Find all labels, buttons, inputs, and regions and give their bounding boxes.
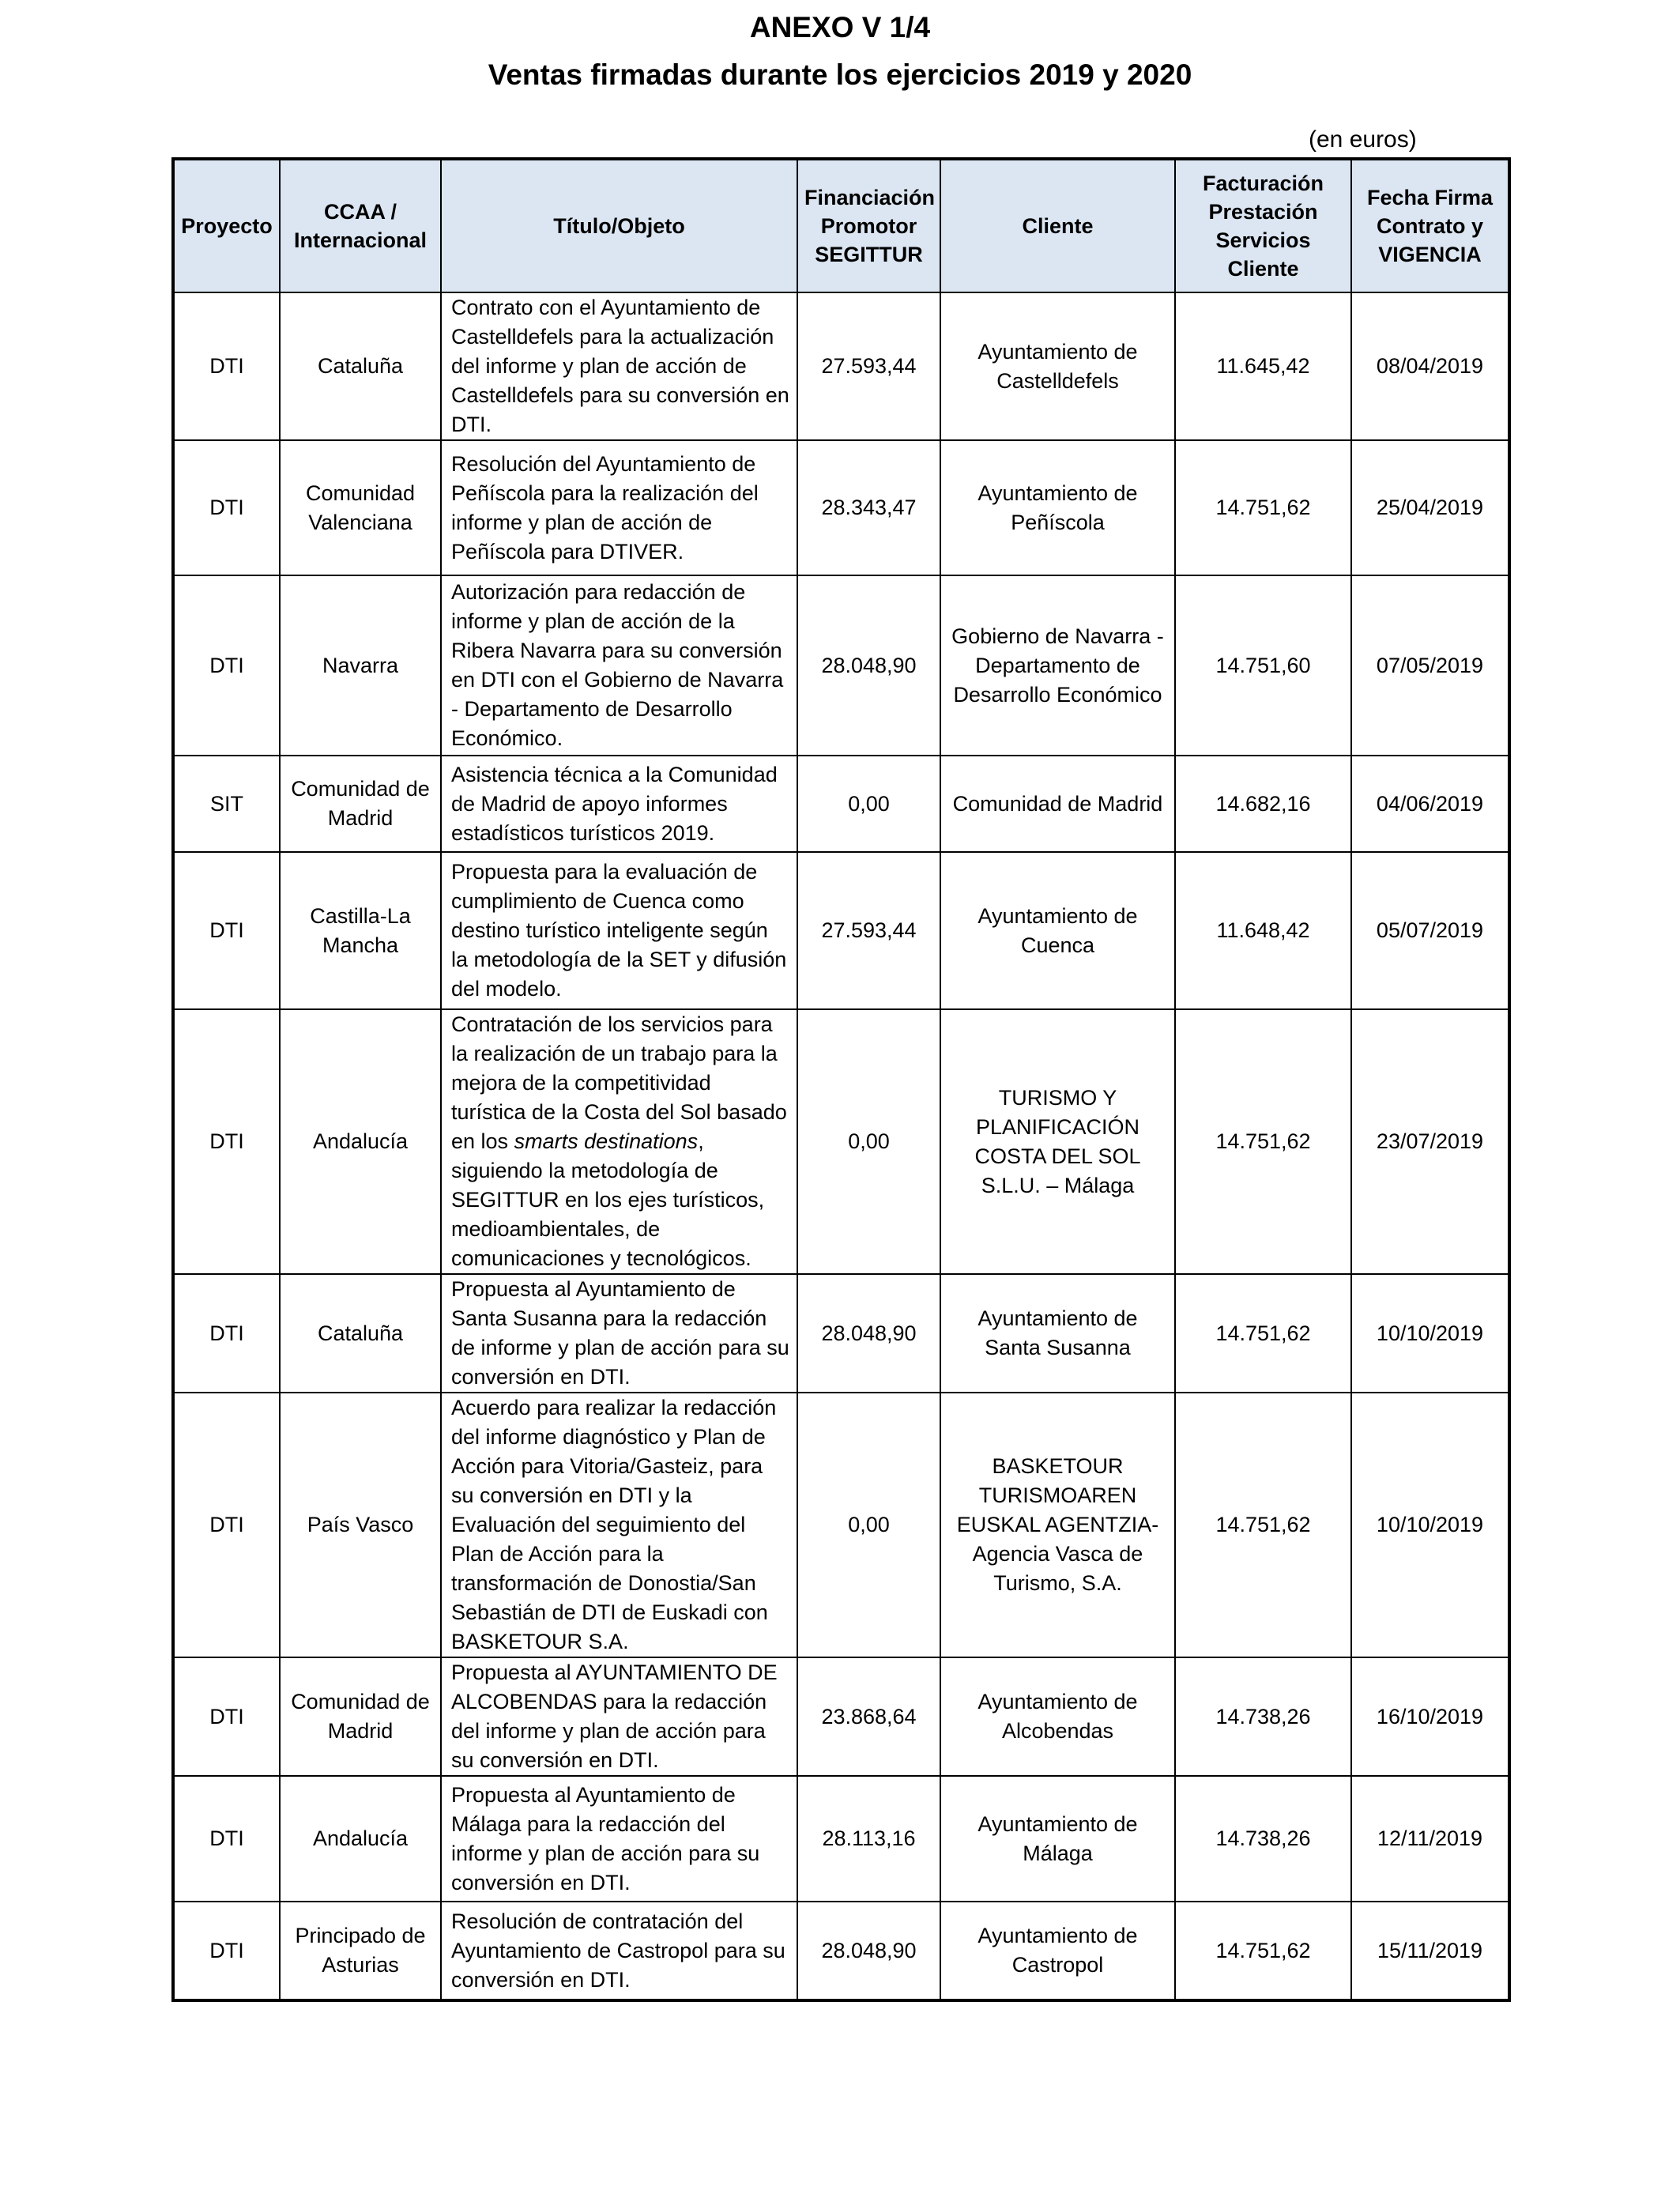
cell-fecha: 16/10/2019 — [1351, 1657, 1509, 1776]
cell-facturacion: 14.738,26 — [1175, 1657, 1351, 1776]
table-row — [173, 1902, 1509, 2000]
cell-fecha: 05/07/2019 — [1351, 852, 1509, 1009]
table-row — [173, 440, 1509, 575]
cell-financiacion: 27.593,44 — [797, 292, 940, 440]
cell-objeto: Resolución de contratación del Ayuntamiento de Castropol para su conversión en DTI. — [441, 1902, 797, 2000]
cell-ccaa: Comunidad de Madrid — [280, 756, 441, 852]
cell-financiacion: 28.048,90 — [797, 1274, 940, 1393]
table-row — [173, 292, 1509, 440]
column-header-ccaa: CCAA / Internacional — [280, 159, 441, 292]
column-header-fecha: Fecha Firma Contrato y VIGENCIA — [1351, 159, 1509, 292]
cell-ccaa: Comunidad de Madrid — [280, 1657, 441, 1776]
cell-facturacion: 14.751,62 — [1175, 1902, 1351, 2000]
cell-facturacion: 14.751,62 — [1175, 1274, 1351, 1393]
sales-table — [171, 157, 1511, 2002]
objeto-text: Contratación de los servicios para la realización de un trabajo para la mejora de la competitividad turística de la Costa del Sol basado en los — [451, 1012, 787, 1153]
table-header-row — [173, 159, 1509, 292]
cell-cliente: Ayuntamiento de Santa Susanna — [940, 1274, 1175, 1393]
table-row — [173, 756, 1509, 852]
cell-proyecto: SIT — [173, 756, 280, 852]
cell-cliente: TURISMO Y PLANIFICACIÓN COSTA DEL SOL S.L.U. – Málaga — [940, 1009, 1175, 1274]
cell-proyecto: DTI — [173, 852, 280, 1009]
cell-ccaa: Principado de Asturias — [280, 1902, 441, 2000]
cell-facturacion: 11.645,42 — [1175, 292, 1351, 440]
cell-facturacion: 14.682,16 — [1175, 756, 1351, 852]
column-header-facturacion: Facturación Prestación Servicios Cliente — [1175, 159, 1351, 292]
cell-financiacion: 0,00 — [797, 756, 940, 852]
cell-financiacion: 28.343,47 — [797, 440, 940, 575]
page-subtitle: Ventas firmadas durante los ejercicios 2019 y 2020 — [488, 58, 1192, 91]
cell-fecha: 10/10/2019 — [1351, 1393, 1509, 1657]
cell-cliente: Ayuntamiento de Castropol — [940, 1902, 1175, 2000]
cell-financiacion: 28.048,90 — [797, 1902, 940, 2000]
cell-objeto: Acuerdo para realizar la redacción del informe diagnóstico y Plan de Acción para Vitoria/Gasteiz, para su conversión en DTI y la Evaluación del seguimiento del Plan de Acción para la transformación de Donostia/San Sebastián de DTI de Euskadi con BASKETOUR S.A. — [441, 1393, 797, 1657]
cell-cliente: Gobierno de Navarra - Departamento de Desarrollo Económico — [940, 575, 1175, 756]
cell-facturacion: 14.751,62 — [1175, 1009, 1351, 1274]
cell-facturacion: 14.751,60 — [1175, 575, 1351, 756]
cell-fecha: 07/05/2019 — [1351, 575, 1509, 756]
cell-ccaa: Comunidad Valenciana — [280, 440, 441, 575]
cell-proyecto: DTI — [173, 1393, 280, 1657]
cell-objeto: Propuesta al AYUNTAMIENTO DE ALCOBENDAS para la redacción del informe y plan de acción para su conversión en DTI. — [441, 1657, 797, 1776]
cell-facturacion: 14.738,26 — [1175, 1776, 1351, 1902]
cell-proyecto: DTI — [173, 575, 280, 756]
cell-financiacion: 23.868,64 — [797, 1657, 940, 1776]
cell-facturacion: 14.751,62 — [1175, 440, 1351, 575]
cell-objeto: Propuesta al Ayuntamiento de Santa Susanna para la redacción de informe y plan de acción para su conversión en DTI. — [441, 1274, 797, 1393]
cell-proyecto: DTI — [173, 1657, 280, 1776]
objeto-emphasis: smarts destinations — [514, 1129, 699, 1153]
cell-ccaa: Andalucía — [280, 1009, 441, 1274]
cell-fecha: 12/11/2019 — [1351, 1776, 1509, 1902]
cell-objeto: Propuesta al Ayuntamiento de Málaga para la redacción del informe y plan de acción para su conversión en DTI. — [441, 1776, 797, 1902]
cell-cliente: Comunidad de Madrid — [940, 756, 1175, 852]
column-header-financiacion: Financiación Promotor SEGITTUR — [797, 159, 940, 292]
cell-financiacion: 0,00 — [797, 1009, 940, 1274]
table-row — [173, 1393, 1509, 1657]
cell-ccaa: Navarra — [280, 575, 441, 756]
objeto-text: , siguiendo la metodología de SEGITTUR en los ejes turísticos, medioambientales, de comunicaciones y tecnológicos. — [451, 1129, 765, 1270]
cell-ccaa: Castilla-La Mancha — [280, 852, 441, 1009]
cell-fecha: 10/10/2019 — [1351, 1274, 1509, 1393]
table-row — [173, 1009, 1509, 1274]
table-row — [173, 1274, 1509, 1393]
cell-fecha: 23/07/2019 — [1351, 1009, 1509, 1274]
cell-financiacion: 28.048,90 — [797, 575, 940, 756]
cell-objeto — [441, 1009, 797, 1274]
cell-objeto: Autorización para redacción de informe y plan de acción de la Ribera Navarra para su conversión en DTI con el Gobierno de Navarra - Departamento de Desarrollo Económico. — [441, 575, 797, 756]
cell-cliente: Ayuntamiento de Cuenca — [940, 852, 1175, 1009]
cell-cliente: Ayuntamiento de Castelldefels — [940, 292, 1175, 440]
cell-proyecto: DTI — [173, 1776, 280, 1902]
cell-ccaa: País Vasco — [280, 1393, 441, 1657]
table-row — [173, 1657, 1509, 1776]
cell-fecha: 15/11/2019 — [1351, 1902, 1509, 2000]
cell-objeto: Propuesta para la evaluación de cumplimiento de Cuenca como destino turístico inteligente según la metodología de la SET y difusión del modelo. — [441, 852, 797, 1009]
page-title: ANEXO V 1/4 — [749, 11, 931, 43]
units-note: (en euros) — [1309, 126, 1417, 153]
cell-ccaa: Cataluña — [280, 1274, 441, 1393]
table-row — [173, 852, 1509, 1009]
cell-proyecto: DTI — [173, 1009, 280, 1274]
cell-facturacion: 14.751,62 — [1175, 1393, 1351, 1657]
cell-facturacion: 11.648,42 — [1175, 852, 1351, 1009]
cell-cliente: Ayuntamiento de Alcobendas — [940, 1657, 1175, 1776]
cell-cliente: Ayuntamiento de Peñíscola — [940, 440, 1175, 575]
cell-cliente: Ayuntamiento de Málaga — [940, 1776, 1175, 1902]
cell-financiacion: 0,00 — [797, 1393, 940, 1657]
column-header-proyecto: Proyecto — [173, 159, 280, 292]
cell-proyecto: DTI — [173, 440, 280, 575]
cell-proyecto: DTI — [173, 292, 280, 440]
cell-ccaa: Cataluña — [280, 292, 441, 440]
cell-cliente: BASKETOUR TURISMOAREN EUSKAL AGENTZIA- Agencia Vasca de Turismo, S.A. — [940, 1393, 1175, 1657]
cell-proyecto: DTI — [173, 1902, 280, 2000]
cell-proyecto: DTI — [173, 1274, 280, 1393]
cell-financiacion: 27.593,44 — [797, 852, 940, 1009]
column-header-cliente: Cliente — [940, 159, 1175, 292]
cell-financiacion: 28.113,16 — [797, 1776, 940, 1902]
cell-objeto: Asistencia técnica a la Comunidad de Madrid de apoyo informes estadísticos turísticos 2019. — [441, 756, 797, 852]
cell-fecha: 25/04/2019 — [1351, 440, 1509, 575]
cell-ccaa: Andalucía — [280, 1776, 441, 1902]
cell-objeto: Resolución del Ayuntamiento de Peñíscola para la realización del informe y plan de acción de Peñíscola para DTIVER. — [441, 440, 797, 575]
table-row — [173, 575, 1509, 756]
column-header-titulo: Título/Objeto — [441, 159, 797, 292]
cell-fecha: 08/04/2019 — [1351, 292, 1509, 440]
table-row — [173, 1776, 1509, 1902]
cell-fecha: 04/06/2019 — [1351, 756, 1509, 852]
cell-objeto: Contrato con el Ayuntamiento de Castelldefels para la actualización del informe y plan de acción de Castelldefels para su conversión en DTI. — [441, 292, 797, 440]
